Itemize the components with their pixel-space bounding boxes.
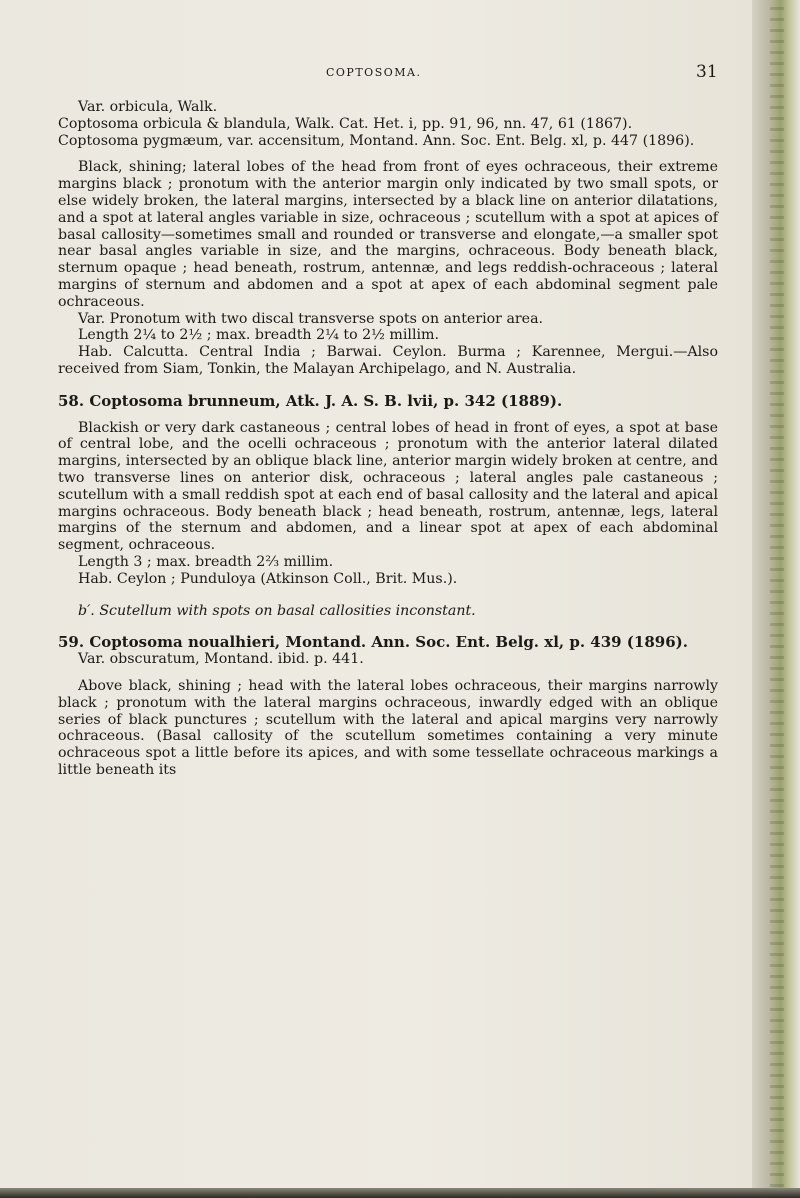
habitat-paragraph: Hab. Calcutta. Central India ; Barwai. Ceylon. Burma ; Karennee, Mergui.—Also received from Siam, Tonkin, the Malayan Archipelago, and N. Australia. [58, 344, 718, 377]
subsection-heading: b′. Scutellum with spots on basal callosities inconstant. [78, 602, 476, 619]
page-edge-texture [770, 0, 784, 1198]
length-measurement: Length 3 ; max. breadth 2⅔ millim. [78, 553, 334, 570]
synonymy-reference: Coptosoma pygmæum, var. accensitum, Montand. Ann. Soc. Ent. Belg. xl, p. 447 (1896). [58, 132, 695, 149]
bottom-page-edge [0, 1188, 800, 1198]
synonymy-reference: Coptosoma orbicula & blandula, Walk. Cat. Het. i, pp. 91, 96, nn. 47, 61 (1867). [58, 115, 633, 132]
page-body [58, 99, 718, 779]
description-paragraph: Black, shining; lateral lobes of the head from front of eyes ochraceous, their extreme margins black ; pronotum with the anterior margin only indicated by two small spots, or else widely broken, the lateral margins, intersected by a black line on anterior dilatations, and a spot at lateral angles variable in size, ochraceous ; scutellum with a spot at apices of basal callosity—sometimes small and rounded or transverse and elongate,—a smaller spot near basal angles variable in size, and the margins, ochraceous. Body beneath black, sternum opaque ; head beneath, rostrum, antennæ, and legs reddish-ochraceous ; lateral margins of sternum and abdomen and a spot at apex of each abdominal segment pale ochraceous. [58, 159, 718, 310]
species-heading: 58. Coptosoma brunneum, Atk. J. A. S. B. lvii, p. 342 (1889). [58, 391, 563, 410]
description-paragraph: Above black, shining ; head with the lateral lobes ochraceous, their margins narrowly black ; pronotum with the lateral margins ochraceous, inwardly edged with an oblique series of black punctures ; scutellum with the lateral and apical margins very narrowly ochraceous. (Basal callosity of the scutellum sometimes containing a very minute ochraceous spot a little before its apices, and with some tessellate ochraceous markings a little beneath its [58, 677, 718, 778]
page-number: 31 [696, 62, 718, 82]
species-heading: 59. Coptosoma noualhieri, Montand. Ann. Soc. Ent. Belg. xl, p. 439 (1896). [58, 633, 688, 652]
description-paragraph: Blackish or very dark castaneous ; central lobes of head in front of eyes, a spot at base of central lobe, and the ocelli ochraceous ; pronotum with the anterior lateral dilated margins, intersected by an oblique black line, anterior margin widely broken at centre, and two transverse lines on anterior disk, ochraceous ; lateral angles pale castaneous ; scutellum with a small reddish spot at each end of basal callosity and the lateral and apical margins ochraceous. Body beneath black ; head beneath, rostrum, antennæ, legs, lateral margins of the sternum and abdomen, and a linear spot at apex of each abdominal segment, ochraceous. [58, 419, 718, 554]
variety-heading: Var. orbicula, Walk. [78, 99, 218, 115]
habitat-paragraph: Hab. Ceylon ; Punduloya (Atkinson Coll., Brit. Mus.). [78, 570, 458, 587]
variety-heading: Var. obscuratum, Montand. ibid. p. 441. [78, 651, 364, 668]
page-header [0, 62, 752, 86]
variety-note: Var. Pronotum with two discal transverse spots on anterior area. [78, 310, 544, 327]
length-measurement: Length 2¼ to 2½ ; max. breadth 2¼ to 2½ millim. [78, 327, 439, 344]
running-head: COPTOSOMA. [326, 66, 422, 79]
